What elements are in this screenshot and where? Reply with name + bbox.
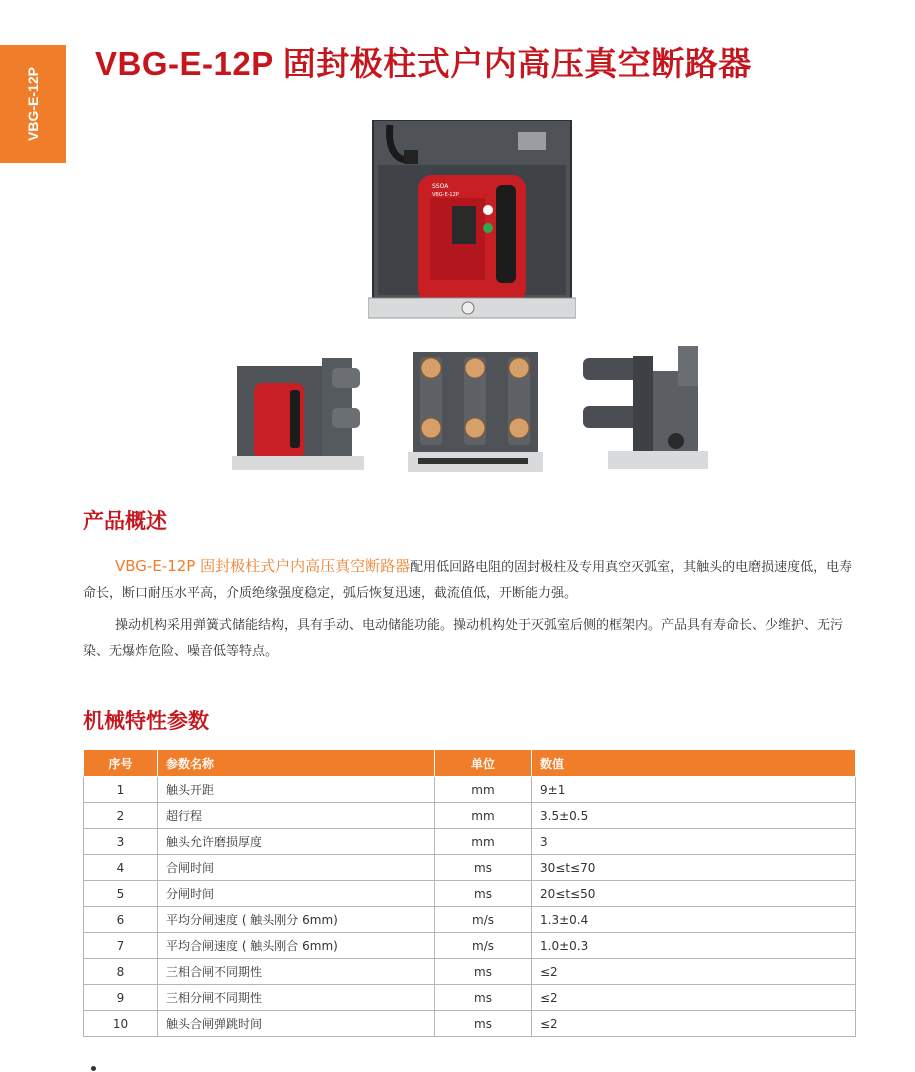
model-mark: VBG-E-12P — [432, 192, 459, 198]
row-value: 20≤t≤50 — [532, 881, 856, 907]
svg-text:VBG-E-12P — [432, 192, 459, 198]
table-row — [84, 1011, 856, 1037]
bullet-dot — [91, 1066, 96, 1071]
row-name: 触头开距 — [158, 777, 435, 803]
row-unit: ms — [435, 1011, 532, 1037]
row-name: 触头合闸弹跳时间 — [158, 1011, 435, 1037]
table-row — [84, 933, 856, 959]
header-name: 参数名称 — [158, 750, 435, 777]
row-no: 5 — [84, 881, 158, 907]
row-value: 1.0±0.3 — [532, 933, 856, 959]
row-name: 合闸时间 — [158, 855, 435, 881]
overview-heading: 产品概述 — [83, 509, 167, 533]
row-value: 9±1 — [532, 777, 856, 803]
row-value: ≤2 — [532, 985, 856, 1011]
header-no: 序号 — [84, 750, 158, 777]
side-tab-label: VBG-E-12P — [25, 67, 42, 141]
row-unit: ms — [435, 855, 532, 881]
product-name-highlight: VBG-E-12P 固封极柱式户内高压真空断路器 — [115, 557, 411, 575]
overview-paragraph-1-text: 配用低回路电阻的固封极柱及专用真空灭弧室，其触头的电磨损速度低，电寿命长，断口耐压水平高，介质绝缘强度稳定，弧后恢复迅速，截流值低，开断能力强。 — [83, 560, 853, 601]
row-unit: ms — [435, 959, 532, 985]
table-row — [84, 959, 856, 985]
row-no: 7 — [84, 933, 158, 959]
row-unit: mm — [435, 777, 532, 803]
row-unit: m/s — [435, 933, 532, 959]
row-name: 超行程 — [158, 803, 435, 829]
row-name: 触头允许磨损厚度 — [158, 829, 435, 855]
row-name: 平均分闸速度 ( 触头刚分 6mm) — [158, 907, 435, 933]
table-row — [84, 829, 856, 855]
brand-mark: SSOA — [432, 183, 449, 190]
row-value: 3 — [532, 829, 856, 855]
overview-paragraph-1 — [83, 553, 859, 607]
row-no: 8 — [84, 959, 158, 985]
row-unit: m/s — [435, 907, 532, 933]
page-title: VBG-E-12P 固封极柱式户内高压真空断路器 — [95, 45, 752, 82]
header-unit: 单位 — [435, 750, 532, 777]
row-unit: ms — [435, 881, 532, 907]
row-no: 2 — [84, 803, 158, 829]
row-value: ≤2 — [532, 959, 856, 985]
row-value: ≤2 — [532, 1011, 856, 1037]
row-value: 1.3±0.4 — [532, 907, 856, 933]
mechanical-params-table — [83, 749, 856, 1037]
svg-text:SSOA — [432, 183, 449, 190]
product-view-rear — [408, 352, 543, 472]
row-no: 4 — [84, 855, 158, 881]
main-product-illustration — [368, 120, 576, 320]
table-row — [84, 907, 856, 933]
row-name: 分闸时间 — [158, 881, 435, 907]
product-view-side — [578, 346, 708, 474]
table-header-row — [84, 750, 856, 777]
header-value: 数值 — [532, 750, 856, 777]
mechanical-heading: 机械特性参数 — [83, 709, 209, 733]
table-row — [84, 985, 856, 1011]
product-view-angled — [232, 348, 367, 473]
row-no: 6 — [84, 907, 158, 933]
row-no: 3 — [84, 829, 158, 855]
table-row — [84, 855, 856, 881]
row-unit: ms — [435, 985, 532, 1011]
row-unit: mm — [435, 829, 532, 855]
table-row — [84, 881, 856, 907]
row-name: 平均合闸速度 ( 触头刚合 6mm) — [158, 933, 435, 959]
side-tab — [0, 45, 66, 163]
row-no: 1 — [84, 777, 158, 803]
row-unit: mm — [435, 803, 532, 829]
row-name: 三相合闸不同期性 — [158, 959, 435, 985]
table-row — [84, 803, 856, 829]
table-row — [84, 777, 856, 803]
row-value: 3.5±0.5 — [532, 803, 856, 829]
row-value: 30≤t≤70 — [532, 855, 856, 881]
overview-paragraph-2: 操动机构采用弹簧式储能结构，具有手动、电动储能功能。操动机构处于灭弧室后侧的框架内。产品具有寿命长、少维护、无污染、无爆炸危险、噪音低等特点。 — [83, 618, 844, 659]
row-no: 9 — [84, 985, 158, 1011]
row-no: 10 — [84, 1011, 158, 1037]
row-name: 三相分闸不同期性 — [158, 985, 435, 1011]
